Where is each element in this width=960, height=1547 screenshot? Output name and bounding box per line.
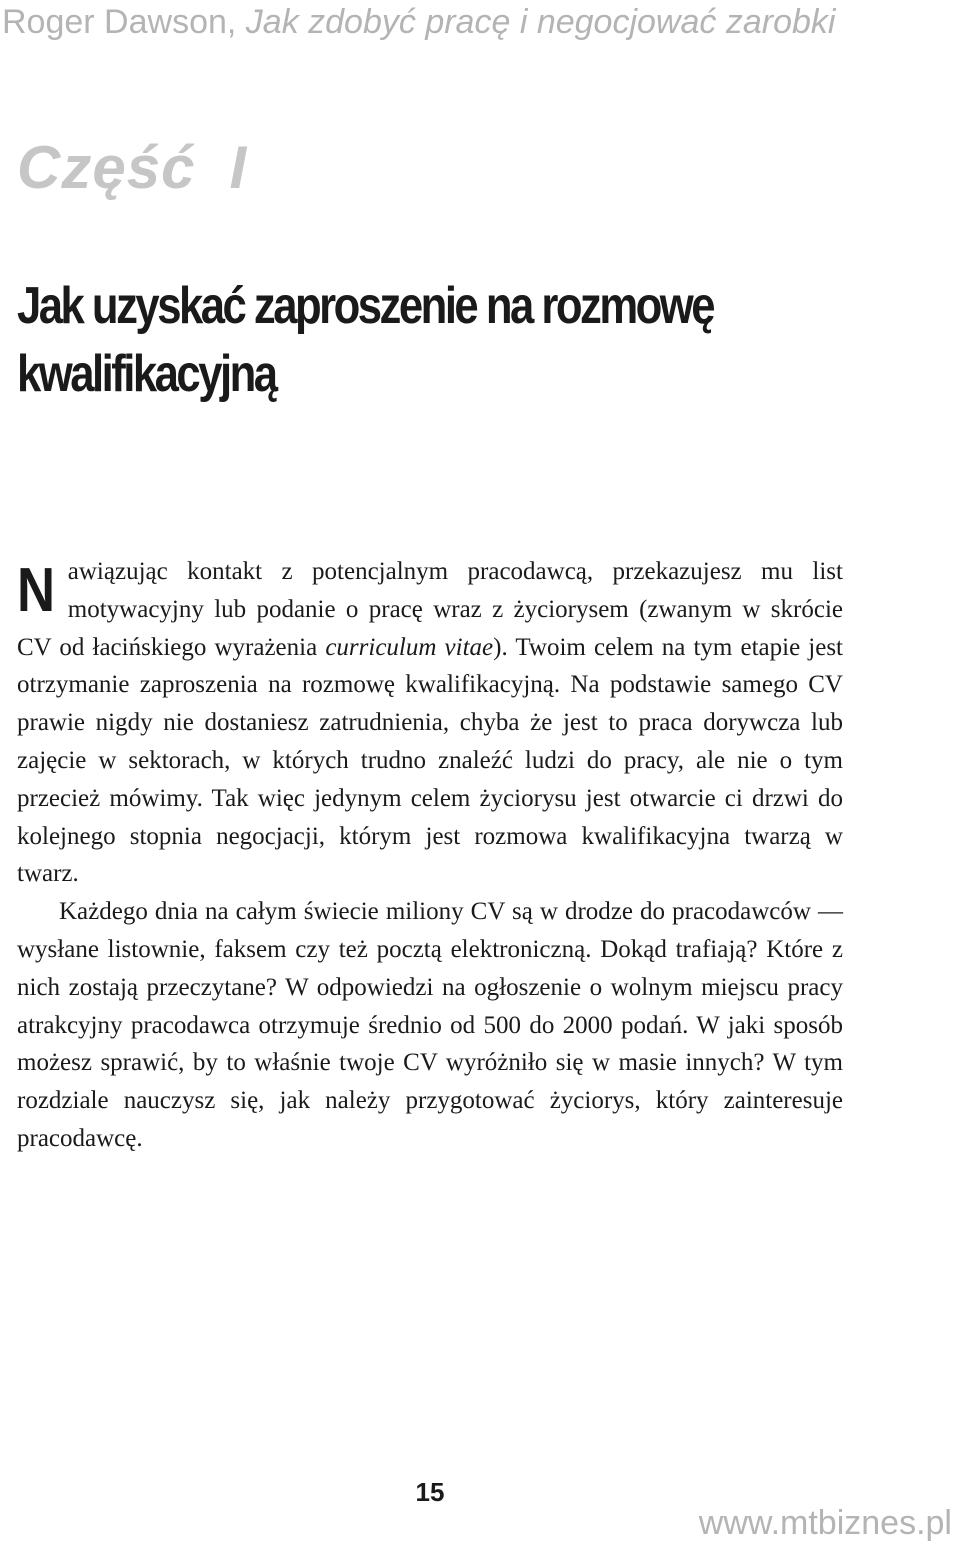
paragraph-1-italic-term: curriculum vitae (325, 633, 494, 661)
part-label (17, 128, 247, 208)
header-book-title: Jak zdobyć pracę i negocjować zarobki (245, 3, 836, 41)
footer-url: www.mtbiznes.pl (698, 1504, 952, 1542)
paragraph-1-text-b: ). Twoim celem na tym etapie jest otrzymanie zaproszenia na rozmowę kwalifikacyjną. Na podstawie samego CV prawie nigdy nie dostaniesz zatrudnienia, chyba że jest to praca dorywcza lub zajęcie w sektorach, w których trudno znaleźć ludzi do pracy, ale nie o tym przecież mówimy. Tak więc jedynym celem życiorysu jest otwarcie ci drzwi do kolejnego stopnia negocjacji, którym jest rozmowa kwalifikacyjna twarzą w twarz. (17, 633, 844, 888)
paragraph-1 (17, 553, 843, 893)
running-header (2, 2, 958, 42)
paragraph-1-text-a: awiązując kontakt z potencjalnym pracodawcą, przekazujesz mu list motywacyjny lub podanie o pracę wraz z życiorysem (zwanym w skrócie CV od łacińskiego wyrażenia (17, 558, 843, 661)
header-author: Roger Dawson, (2, 3, 237, 41)
drop-cap: N (17, 556, 54, 625)
body-text (17, 553, 843, 1158)
part-label-word: Część (17, 134, 196, 201)
part-number: I (229, 134, 248, 201)
page-number: 15 (415, 1477, 445, 1507)
chapter-title: Jak uzyskać zaproszenie na rozmowę kwalifikacyjną (17, 277, 714, 403)
paragraph-2: Każdego dnia na całym świecie miliony CV są w drodze do pracodawców — wysłane listownie, faksem czy też pocztą elektroniczną. Dokąd trafiają? Które z nich zostają przeczytane? W odpowiedzi na ogłoszenie o wolnym miejscu pracy atrakcyjny pracodawca otrzymuje średnio od 500 do 2000 podań. W jaki sposób możesz sprawić, by to właśnie twoje CV wyróżniło się w masie innych? W tym rozdziale nauczysz się, jak należy przygotować życiorys, który zainteresuje pracodawcę. (17, 898, 843, 1152)
